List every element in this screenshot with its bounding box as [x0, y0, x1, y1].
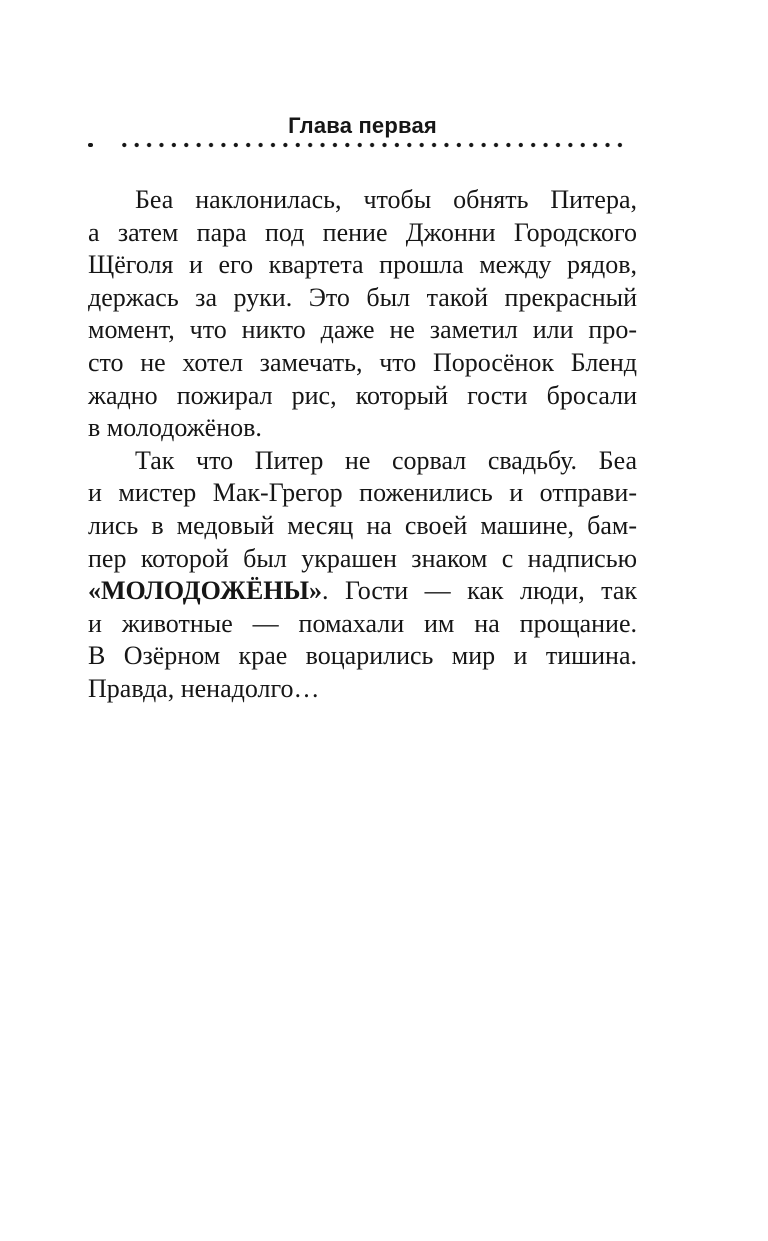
text-line [88, 673, 637, 706]
text-line [88, 575, 637, 608]
text-line [88, 314, 637, 347]
paragraph [88, 184, 637, 445]
text-line [88, 380, 637, 413]
text-line [88, 184, 637, 217]
text: Так что Питер не сорвал свадьбу. Беа [135, 445, 637, 475]
divider-dots-rule [122, 142, 626, 148]
body-text [88, 184, 637, 706]
divider-lead-dot [88, 143, 93, 148]
text-line [88, 412, 637, 445]
text-line [88, 640, 637, 673]
text-line [88, 282, 637, 315]
text: и животные — помахали им на прощание. [88, 608, 637, 638]
text: Беа наклонилась, чтобы обнять Питера, [135, 185, 637, 214]
text: . Гости — как люди, так [322, 576, 637, 606]
text: Правда, ненадолго… [88, 673, 320, 703]
text-line [88, 347, 637, 380]
text-line [88, 543, 637, 576]
text: Щёголя и его квартета прошла между рядов, [88, 250, 637, 280]
text: пер которой был украшен знаком с надписью [88, 543, 637, 573]
text: а затем пара под пение Джонни Городского [88, 217, 637, 247]
text: и мистер Мак-Грегор поженились и отправи- [88, 478, 637, 508]
text: держась за руки. Это был такой прекрасный [88, 282, 637, 312]
text-line [88, 217, 637, 250]
paragraph [88, 445, 637, 706]
text-line [88, 608, 637, 641]
text: жадно пожирал рис, который гости бросали [88, 380, 637, 410]
dotted-divider [88, 142, 625, 148]
text-line [88, 510, 637, 543]
text: момент, что никто даже не заметил или про- [88, 315, 637, 345]
text-line [88, 477, 637, 510]
bold-text: «МОЛОДОЖЁНЫ» [88, 576, 323, 606]
text: в молодожёнов. [88, 413, 262, 443]
chapter-title: Глава первая [288, 113, 437, 138]
text-line [88, 445, 637, 478]
text: В Озёрном крае воцарились мир и тишина. [88, 641, 637, 671]
text: лись в медовый месяц на своей машине, бам- [88, 510, 637, 540]
text: сто не хотел замечать, что Поросёнок Бленд [88, 347, 637, 377]
text-line [88, 249, 637, 282]
